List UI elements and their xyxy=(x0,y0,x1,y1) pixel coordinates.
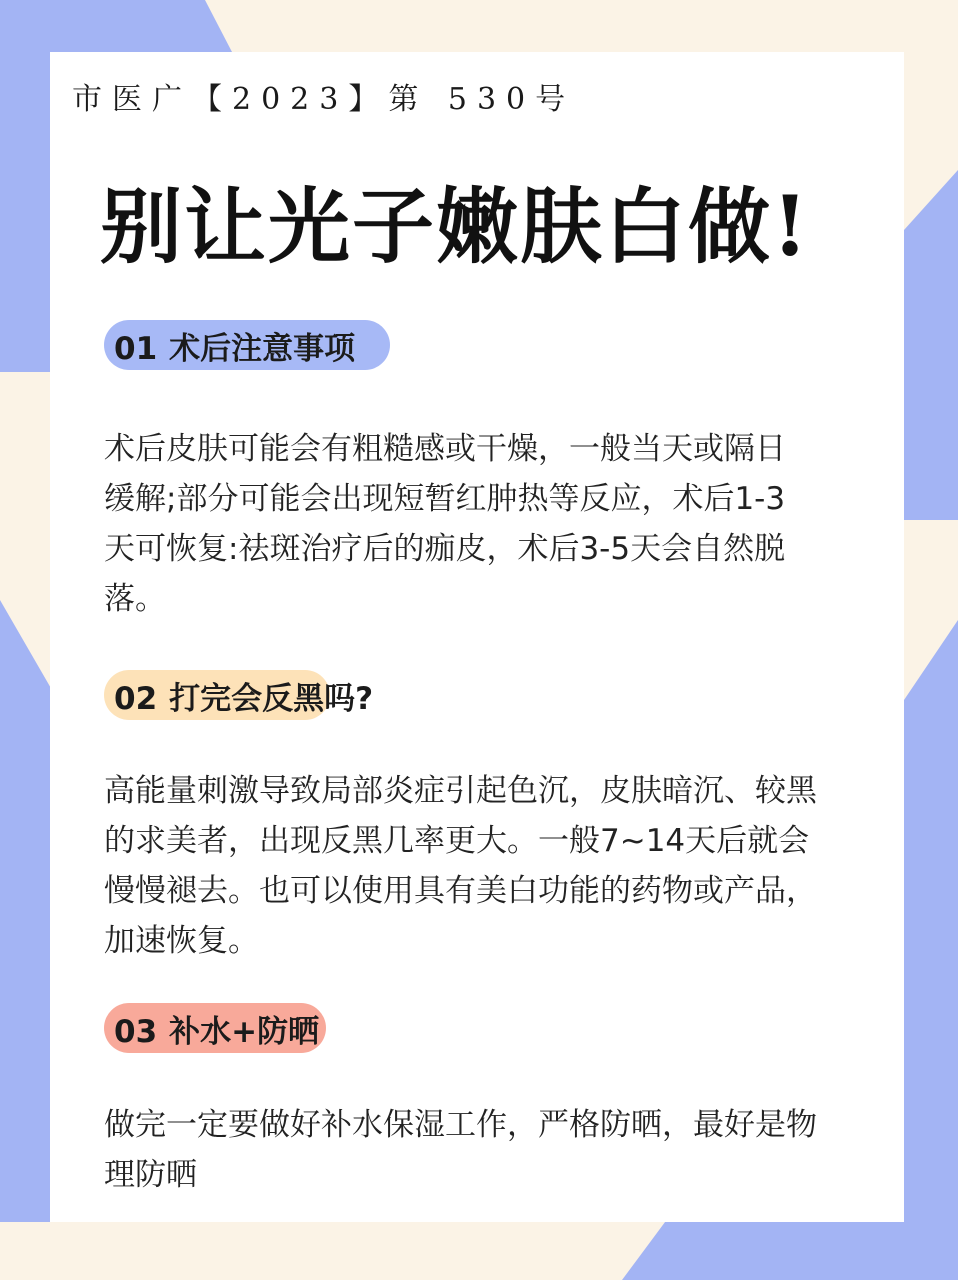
body-line: 术后皮肤可能会有粗糙感或干燥，一般当天或隔日 xyxy=(104,431,786,467)
body-line: 的求美者，出现反黑几率更大。一般7~14天后就会 xyxy=(104,823,810,859)
section-body-1 xyxy=(104,424,904,624)
body-line: 理防晒 xyxy=(104,1157,197,1193)
body-line: 加速恢复。 xyxy=(104,923,259,959)
section-title: 补水+防晒 xyxy=(169,1013,320,1050)
section-number: 01 xyxy=(114,330,158,367)
body-line: 慢慢褪去。也可以使用具有美白功能的药物或产品， xyxy=(104,873,817,909)
page-title: 别让光子嫩肤白做! xyxy=(100,179,810,275)
body-line: 天可恢复:祛斑治疗后的痂皮，术后3-5天会自然脱 xyxy=(104,531,786,567)
body-line: 高能量刺激导致局部炎症引起色沉，皮肤暗沉、较黑 xyxy=(104,773,817,809)
section-body-3 xyxy=(104,1100,904,1200)
section-body-2 xyxy=(104,766,904,966)
section-heading-2 xyxy=(104,670,373,720)
section-title: 打完会反黑吗? xyxy=(169,680,374,717)
document-number: 市医广【2023】第 530号 xyxy=(72,82,576,117)
section-number: 02 xyxy=(114,680,158,717)
section-heading-1 xyxy=(104,320,355,370)
body-line: 落。 xyxy=(104,581,166,617)
section-heading-3 xyxy=(104,1003,319,1053)
left-blob xyxy=(0,600,52,1222)
content-card xyxy=(50,52,904,1222)
body-line: 做完一定要做好补水保湿工作，严格防晒，最好是物 xyxy=(104,1107,817,1143)
body-line: 缓解;部分可能会出现短暂红肿热等反应，术后1-3 xyxy=(104,481,786,517)
section-title: 术后注意事项 xyxy=(169,330,356,367)
section-number: 03 xyxy=(114,1013,158,1050)
right-blob xyxy=(904,170,958,520)
